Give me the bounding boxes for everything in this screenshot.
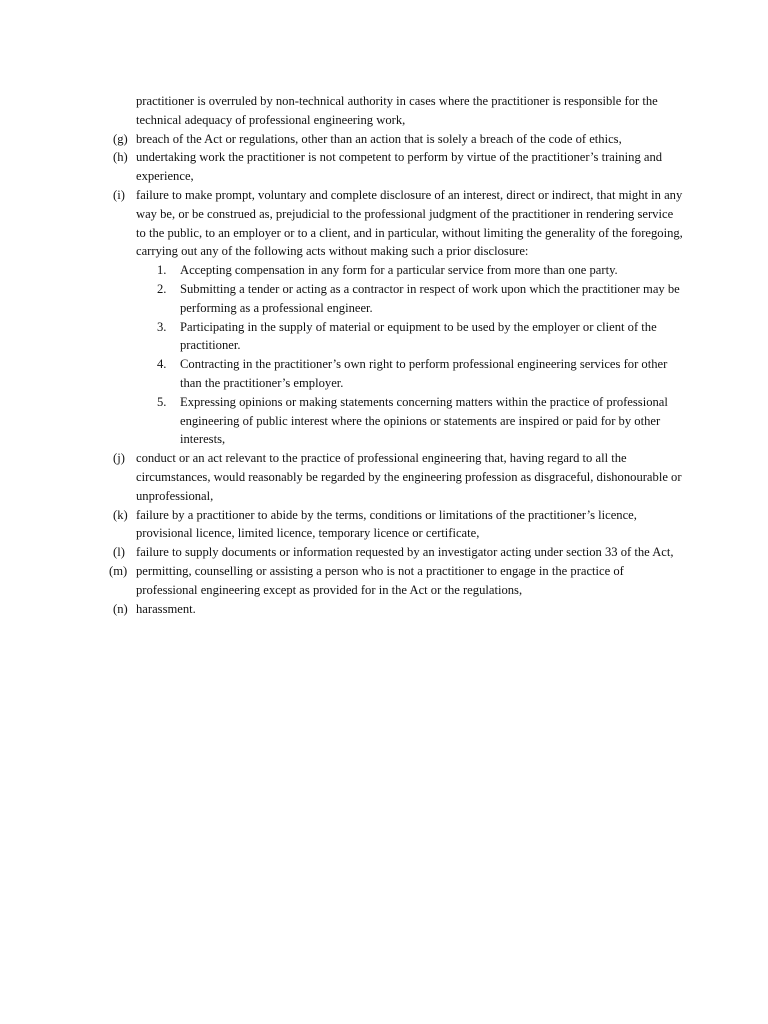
list-item (113, 318, 683, 356)
list-item-number: 5. (157, 394, 167, 409)
clause-i (113, 186, 683, 261)
clause-text: breach of the Act or regulations, other than an action that is solely a breach of the code of ethics, (136, 131, 622, 146)
list-item-number: 2. (157, 281, 167, 296)
list-item-text: Contracting in the practitioner’s own right to perform professional engineering services for other than the practitioner’s employer. (180, 357, 668, 390)
clause-k (113, 506, 683, 544)
clause-label: (n) (113, 601, 128, 616)
clause-text: conduct or an act relevant to the practice of professional engineering that, having regard to all the circumstances, would reasonably be regarded by the engineering profession as disgraceful, dishonourable or unprofessional, (136, 451, 682, 503)
list-item-text: Accepting compensation in any form for a particular service from more than one party. (180, 263, 618, 278)
clause-h (113, 148, 683, 186)
document-body (109, 92, 683, 618)
clause-text: failure to make prompt, voluntary and complete disclosure of an interest, direct or indirect, that might in any way be, or be construed as, prejudicial to the professional judgment of the practitioner in rendering service to the public, to an employer or to a client, and in particular, without limiting the generality of the foregoing, carrying out any of the following acts without making such a prior disclosure: (136, 187, 683, 259)
clause-j (113, 449, 683, 505)
clause-label: (j) (113, 451, 125, 466)
clause-text: harassment. (136, 601, 196, 616)
list-item (113, 355, 683, 393)
list-item-number: 1. (157, 263, 167, 278)
clause-label: (h) (113, 150, 128, 165)
clause-text: failure to supply documents or information requested by an investigator acting under section 33 of the Act, (136, 545, 674, 560)
clause-text: undertaking work the practitioner is not competent to perform by virtue of the practitioner’s training and experience, (136, 150, 663, 184)
clause-g (113, 130, 683, 149)
list-item-text: Participating in the supply of material or equipment to be used by the employer or client of the practitioner. (180, 319, 657, 353)
clause-text: failure by a practitioner to abide by the terms, conditions or limitations of the practitioner’s licence, provisional licence, limited licence, temporary licence or certificate, (136, 507, 637, 541)
list-item-text: Submitting a tender or acting as a contractor in respect of work upon which the practitioner may be performing as a professional engineer. (180, 281, 680, 315)
clause-label: (g) (113, 131, 128, 146)
continuation-text: practitioner is overruled by non-technical authority in cases where the practitioner is responsible for the technical adequacy of professional engineering work, (136, 94, 658, 127)
list-item-number: 4. (157, 357, 167, 372)
continuation-paragraph (113, 92, 683, 130)
list-item (113, 393, 683, 449)
clause-text: permitting, counselling or assisting a person who is not a practitioner to engage in the practice of professional engineering except as provided for in the Act or the regulations, (136, 563, 624, 597)
clause-label: (l) (113, 545, 125, 560)
clause-m (109, 562, 683, 600)
list-item (113, 261, 683, 280)
clause-label: (m) (109, 563, 128, 578)
disclosure-acts-list (113, 261, 683, 449)
list-item-text: Expressing opinions or making statements concerning matters within the practice of professional engineering of public interest where the opinions or statements are inspired or paid for by other interests, (180, 394, 668, 447)
clause-label: (k) (113, 507, 128, 522)
clause-label: (i) (113, 187, 125, 202)
clause-l (113, 543, 683, 562)
list-item (113, 280, 683, 318)
clause-n (113, 600, 683, 619)
list-item-number: 3. (157, 319, 167, 334)
